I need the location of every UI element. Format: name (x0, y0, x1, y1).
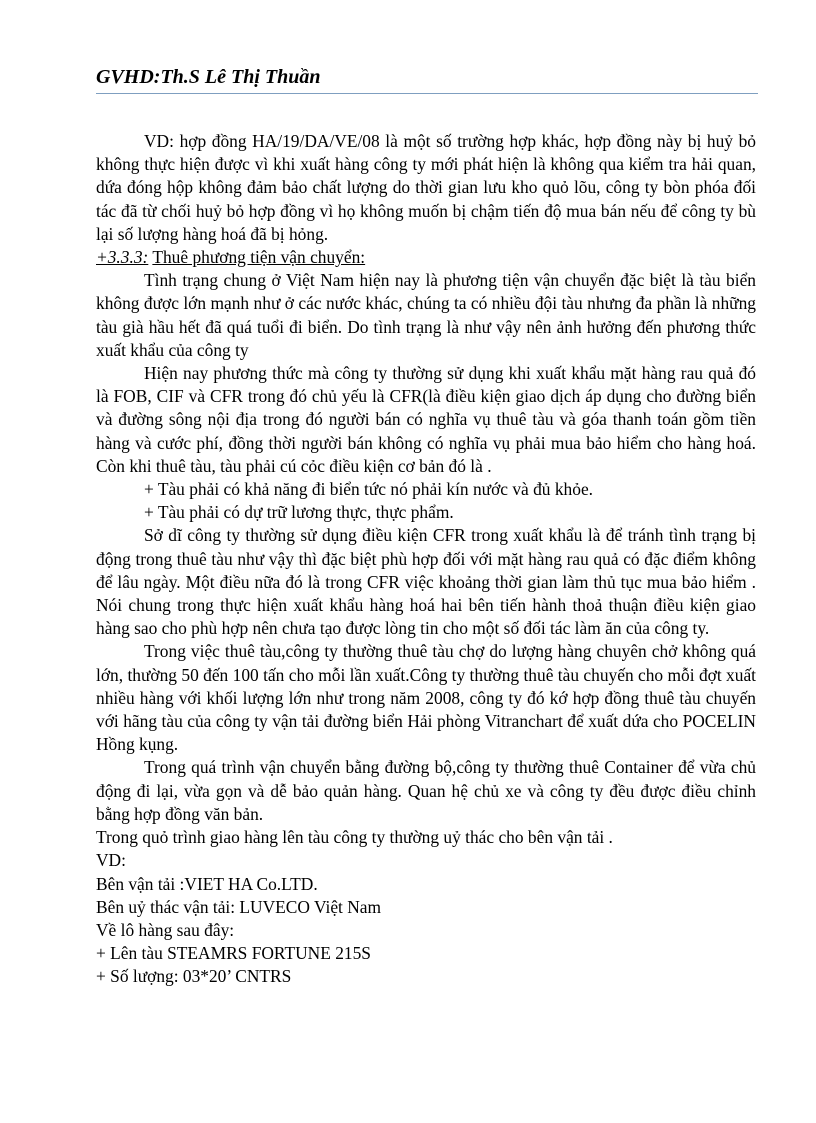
paragraph-export-methods: Hiện nay phương thức mà công ty thường sử dụng khi xuất khẩu mặt hàng rau quả đó là FOB, CIF và CFR trong đó chủ yếu là CFR(là điều kiện giao dịch áp dụng cho đường biển và đường sông nội địa trong đó người bán có nghĩa vụ thuê tàu và góa thanh toán gồm tiền hàng và cước phí, đồng thời người bán không có nghĩa vụ phải mua bảo hiểm cho hàng hoá. Còn khi thuê tàu, tàu phải cú cỏc điều kiện cơ bản đó là . (96, 363, 756, 476)
example-label: VD: (96, 850, 126, 871)
header-title: GVHD:Th.S Lê Thị Thuần (96, 66, 321, 88)
vessel-line: + Lên tàu STEAMRS FORTUNE 215S (96, 943, 371, 964)
quantity-line: + Số lượng: 03*20’ CNTRS (96, 966, 292, 987)
section-number: +3.3.3: (96, 247, 149, 268)
paragraph-cfr-reason: Sở dĩ công ty thường sử dụng điều kiện CFR trong xuất khẩu là để tránh tình trạng bị động trong thuê tàu như vậy thì đặc biệt phù hợp đối với mặt hàng rau quả có đặc điểm không để lâu ngày. Một điều nữa đó là trong CFR việc khoảng thời gian làm thủ tục mua bảo hiểm . Nói chung trong thực hiện xuất khẩu hàng hoá hai bên tiến hành thoả thuận điều kiện giao hàng sao cho phù hợp nên chưa tạo được lòng tin cho một số đối tác làm ăn của công ty. (96, 525, 756, 639)
document-body (96, 130, 756, 989)
header-divider (96, 93, 758, 94)
shipment-intro-line: Về lô hàng sau đây: (96, 919, 235, 940)
paragraph-road-transport: Trong quá trình vận chuyển bằng đường bộ,công ty thường thuê Container để vừa chủ động đi lại, vừa gọn và dễ bảo quản hàng. Quan hệ chủ xe và công ty đều được điều chỉnh bằng hợp đồng văn bản. (96, 757, 756, 824)
paragraph-general-situation: Tình trạng chung ở Việt Nam hiện nay là phương tiện vận chuyển đặc biệt là tàu biển không được lớn mạnh như ở các nước khác, chúng ta có nhiều đội tàu nhưng đa phần là những tàu già hầu hết đã quá tuổi đi biển. Do tình trạng là như vậy nên ảnh hưởng đến phương thức xuất khẩu của công ty (96, 270, 756, 360)
page-header (96, 64, 758, 90)
paragraph-example-contract: VD: hợp đồng HA/19/DA/VE/08 là một số trường hợp khác, hợp đồng này bị huỷ bỏ không thực hiện được vì khi xuất hàng công ty mới phát hiện là không qua kiểm tra hải quan, dứa đóng hộp không đảm bảo chất lượng do thời gian lưu kho quỏ lõu, công ty bòn phóa đối tác đã từ chối huỷ bỏ hợp đồng vì họ không muốn bị chậm tiến độ mua bán nếu để công ty bù lại số lượng hàng hoá đã bị hỏng. (96, 131, 756, 244)
carrier-line: Bên vận tải :VIET HA Co.LTD. (96, 873, 318, 894)
paragraph-delivery-process: Trong quỏ trình giao hàng lên tàu công ty thường uỷ thác cho bên vận tải . (96, 827, 613, 848)
bullet-provisions: + Tàu phải có dự trữ lương thực, thực phẩm. (144, 502, 454, 523)
section-heading (96, 246, 756, 269)
paragraph-ship-chartering: Trong việc thuê tàu,công ty thường thuê tàu chợ do lượng hàng chuyên chở không quá lớn, thường 50 đến 100 tấn cho mỗi lần xuất.Công ty thường thuê tàu chuyến cho mỗi đợt xuất nhiều hàng với khối lượng lớn như trong năm 2008, công ty đó kớ hợp đồng thuê tàu chuyến với hãng tàu của công ty vận tải đường biển Hải phòng Vitranchart để xuất dứa cho POCELIN Hồng kụng. (96, 641, 756, 755)
bullet-seaworthy: + Tàu phải có khả năng đi biển tức nó phải kín nước và đủ khỏe. (144, 479, 594, 500)
section-title: Thuê phương tiện vận chuyển: (152, 247, 366, 268)
consignor-line: Bên uỷ thác vận tải: LUVECO Việt Nam (96, 896, 382, 917)
